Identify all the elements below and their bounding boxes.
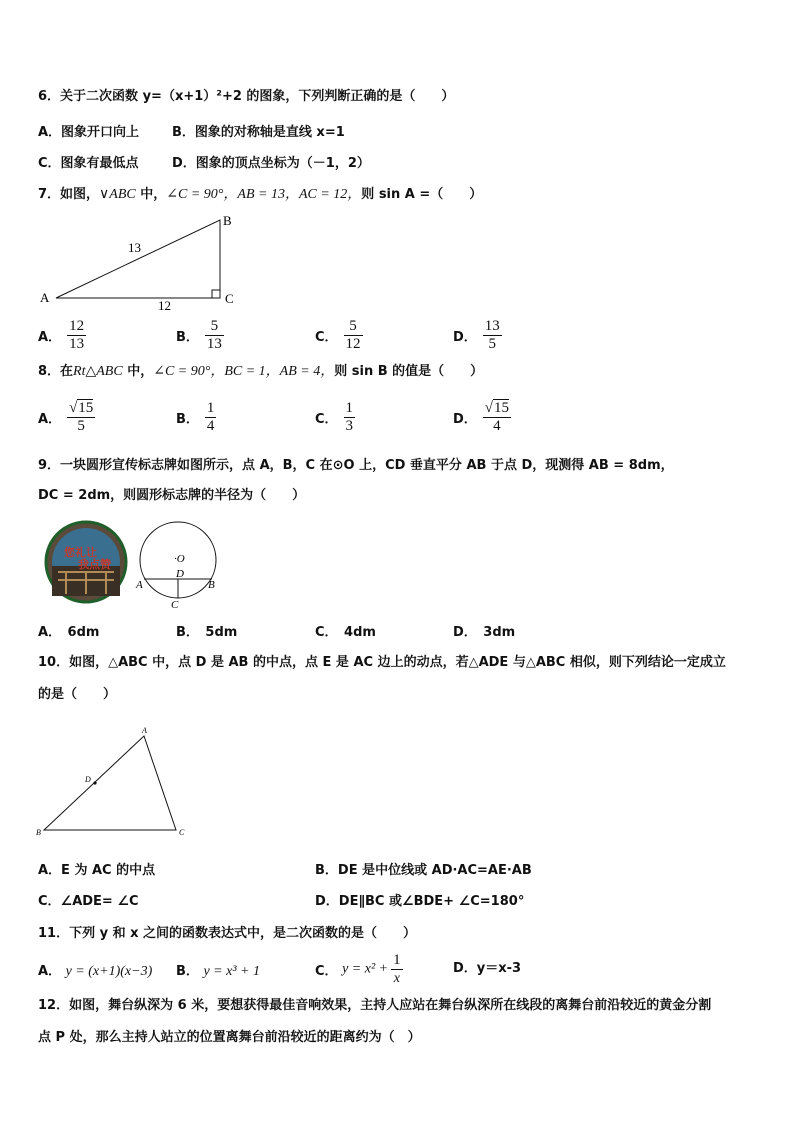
q10-stem-line1: 10．如图，△ABC 中，点 D 是 AB 的中点，点 E 是 AC 边上的动点，若△ADE 与△ABC 相似，则下列结论一定成立 (38, 655, 726, 670)
q7-label-c: C (225, 291, 234, 306)
q9-stem-line1: 9．一块圆形宣传标志牌如图所示，点 A，B，C 在⊙O 上，CD 垂直平分 AB 于点 D，现测得 AB = 8dm， (38, 458, 674, 473)
q6-option-b: B．图象的对称轴是直线 x=1 (172, 125, 345, 140)
q12-stem-line1: 12．如图，舞台纵深为 6 米，要想获得最佳音响效果，主持人应站在舞台纵深所在线段的离舞台前沿较近的黄金分割 (38, 998, 712, 1013)
q6-stem: 6．关于二次函数 y=（x+1）²+2 的图象，下列判断正确的是（ ） (38, 89, 455, 104)
q10-option-b: B．DE 是中位线或 AD·AC=AE·AB (315, 863, 532, 878)
q10-label-c: C (179, 828, 185, 837)
q9-label-b: B (208, 579, 215, 591)
q7-label-a: A (40, 290, 50, 305)
q8-stem: 8．在Rt△ABC 中，∠C = 90°，BC = 1，AB = 4，则 sin B 的值是（ ） (38, 364, 484, 379)
q6-option-d: D．图象的顶点坐标为（－1，2） (172, 156, 370, 171)
q9-label-d: D (176, 568, 184, 580)
q7-label-b: B (223, 213, 232, 228)
q9-label-a: A (136, 579, 143, 591)
q11-option-c: C． y = x² + $\frac{1}{x}$ (315, 952, 401, 986)
q10-option-a: A．E 为 AC 的中点 (38, 863, 156, 878)
q11-option-d: D．y＝x-3 (453, 961, 522, 976)
q9-sign-text-1: 您礼让 (64, 547, 97, 559)
q10-option-c: C．∠ADE= ∠C (38, 894, 139, 909)
q8-option-d: D． $\frac{√15}{4}$ (453, 400, 510, 434)
q6-option-a: A．图象开口向上 (38, 125, 140, 140)
q8-option-b: B． $\frac{1}{4}$ (176, 400, 215, 434)
q6-option-c: C．图象有最低点 (38, 156, 139, 171)
q10-label-d: D (85, 775, 91, 784)
q9-sign-text-2: 我点赞 (78, 559, 111, 571)
q9-option-d: D． 3dm (453, 625, 516, 640)
q9-option-a: A． 6dm (38, 625, 100, 640)
q7-option-b: B． $\frac{5}{13}$ (176, 318, 222, 352)
q9-circle-figure (130, 516, 226, 612)
q7-hyp-length: 13 (128, 240, 141, 255)
q7-triangle-figure (36, 210, 246, 316)
q9-option-c: C． 4dm (315, 625, 376, 640)
q9-stem-line2: DC = 2dm，则圆形标志牌的半径为（ ） (38, 488, 306, 503)
q7-option-d: D． $\frac{13}{5}$ (453, 318, 500, 352)
q11-stem: 11．下列 y 和 x 之间的函数表达式中，是二次函数的是（ ） (38, 926, 417, 941)
q7-option-a: A． $\frac{12}{13}$ (38, 318, 85, 352)
q10-label-b: B (36, 828, 41, 837)
q7-option-c: C． $\frac{5}{12}$ (315, 318, 361, 352)
q11-option-a: A． y = (x+1)(x−3) (38, 964, 153, 979)
q10-label-a: A (142, 726, 147, 735)
q7-stem: 7．如图，∨ABC 中，∠C = 90°，AB = 13，AC = 12，则 sin A =（ ） (38, 187, 483, 202)
q8-option-c: C． $\frac{1}{3}$ (315, 400, 354, 434)
q9-label-c: C (171, 599, 179, 611)
q11-option-b: B． y = x³ + 1 (176, 964, 260, 979)
q10-stem-line2: 的是（ ） (38, 687, 117, 702)
q10-triangle-figure (34, 724, 194, 840)
q8-option-a: A． $\frac{√15}{5}$ (38, 400, 94, 434)
q10-option-d: D．DE∥BC 或∠BDE+ ∠C=180° (315, 894, 525, 909)
q9-option-b: B． 5dm (176, 625, 238, 640)
q9-label-o: ·O (174, 553, 185, 565)
q7-base-length: 12 (158, 298, 171, 313)
q9-sign-photo (44, 520, 130, 604)
q12-stem-line2: 点 P 处，那么主持人站立的位置离舞台前沿较近的距离约为（ ） (38, 1030, 421, 1045)
